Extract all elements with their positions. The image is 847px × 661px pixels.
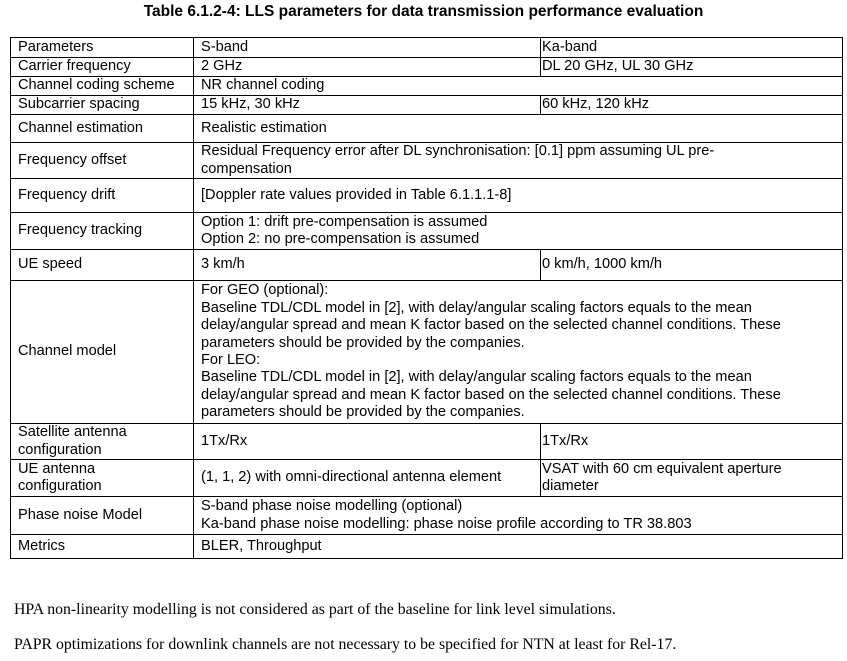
value-cell bbox=[194, 143, 843, 179]
param-cell: Frequency offset bbox=[11, 143, 194, 179]
param-cell: Frequency tracking bbox=[11, 213, 194, 250]
value-line: S-band phase noise modelling (optional) bbox=[201, 498, 463, 515]
value-cell: NR channel coding bbox=[194, 77, 843, 96]
table-row bbox=[11, 96, 843, 115]
lls-parameters-table bbox=[10, 37, 843, 559]
value-line: parameters should be provided by the companies. bbox=[201, 334, 525, 351]
table-row bbox=[11, 281, 843, 424]
value-cell: BLER, Throughput bbox=[194, 535, 843, 559]
value-line: Baseline TDL/CDL model in [2], with delay/angular scaling factors equals to the mean bbox=[201, 299, 752, 316]
param-cell: Carrier frequency bbox=[11, 58, 194, 77]
table-row bbox=[11, 115, 843, 143]
table-row bbox=[11, 77, 843, 96]
note-hpa: HPA non-linearity modelling is not considered as part of the baseline for link level simulations. bbox=[14, 601, 616, 618]
sband-cell: S-band bbox=[194, 38, 541, 58]
param-line: UE antenna bbox=[18, 460, 96, 477]
sband-cell: 1Tx/Rx bbox=[194, 424, 541, 460]
param-cell: Channel estimation bbox=[11, 115, 194, 143]
kaband-cell: Ka-band bbox=[541, 38, 843, 58]
value-cell bbox=[194, 281, 843, 424]
kaband-cell: 1Tx/Rx bbox=[541, 424, 843, 460]
param-line: configuration bbox=[18, 478, 102, 494]
kaband-cell: 60 kHz, 120 kHz bbox=[541, 96, 843, 115]
value-line: Baseline TDL/CDL model in [2], with delay/angular scaling factors equals to the mean bbox=[201, 369, 752, 386]
param-cell: Channel model bbox=[11, 281, 194, 424]
table-caption: Table 6.1.2-4: LLS parameters for data transmission performance evaluation bbox=[143, 3, 704, 20]
value-line: parameters should be provided by the companies. bbox=[201, 404, 525, 421]
sband-cell: (1, 1, 2) with omni-directional antenna element bbox=[194, 460, 541, 497]
kaband-cell: 0 km/h, 1000 km/h bbox=[541, 250, 843, 281]
kaband-line: VSAT with 60 cm equivalent aperture bbox=[542, 460, 782, 477]
table-row bbox=[11, 58, 843, 77]
param-cell: Metrics bbox=[11, 535, 194, 559]
param-cell: Phase noise Model bbox=[11, 497, 194, 535]
sband-cell: 15 kHz, 30 kHz bbox=[194, 96, 541, 115]
table-row bbox=[11, 535, 843, 559]
param-cell: Subcarrier spacing bbox=[11, 96, 194, 115]
value-line: For GEO (optional): bbox=[201, 282, 329, 299]
kaband-cell bbox=[541, 460, 843, 497]
sband-cell: 2 GHz bbox=[194, 58, 541, 77]
value-line: Option 1: drift pre-compensation is assumed bbox=[201, 213, 488, 230]
sband-cell: 3 km/h bbox=[194, 250, 541, 281]
value-line: Ka-band phase noise modelling: phase noise profile according to TR 38.803 bbox=[201, 515, 692, 532]
param-cell: Channel coding scheme bbox=[11, 77, 194, 96]
param-cell: UE speed bbox=[11, 250, 194, 281]
note-papr: PAPR optimizations for downlink channels are not necessary to be specified for NTN at least for Rel-17. bbox=[14, 636, 677, 653]
value-line: Option 2: no pre-compensation is assumed bbox=[201, 231, 480, 247]
param-cell bbox=[11, 424, 194, 460]
table-row bbox=[11, 143, 843, 179]
table-row bbox=[11, 179, 843, 213]
param-cell: Parameters bbox=[11, 38, 194, 58]
table-row bbox=[11, 38, 843, 58]
table-row bbox=[11, 497, 843, 535]
param-cell: Frequency drift bbox=[11, 179, 194, 213]
param-cell bbox=[11, 460, 194, 497]
table-row bbox=[11, 460, 843, 497]
table-row bbox=[11, 424, 843, 460]
value-line: delay/angular spread and mean K factor based on the selected channel conditions. These bbox=[201, 317, 781, 334]
value-line: compensation bbox=[201, 160, 292, 177]
param-line: configuration bbox=[18, 441, 102, 458]
value-cell bbox=[194, 497, 843, 535]
table-row bbox=[11, 250, 843, 281]
kaband-cell: DL 20 GHz, UL 30 GHz bbox=[541, 58, 843, 77]
value-cell bbox=[194, 213, 843, 250]
value-line: For LEO: bbox=[201, 352, 261, 368]
value-line: delay/angular spread and mean K factor based on the selected channel conditions. These bbox=[201, 386, 781, 403]
param-line: Satellite antenna bbox=[18, 424, 127, 441]
value-cell: Realistic estimation bbox=[194, 115, 843, 143]
value-line: Residual Frequency error after DL synchronisation: [0.1] ppm assuming UL pre- bbox=[201, 143, 715, 160]
kaband-line: diameter bbox=[542, 478, 599, 494]
table-row bbox=[11, 213, 843, 250]
value-cell: [Doppler rate values provided in Table 6.1.1.1-8] bbox=[194, 179, 843, 213]
